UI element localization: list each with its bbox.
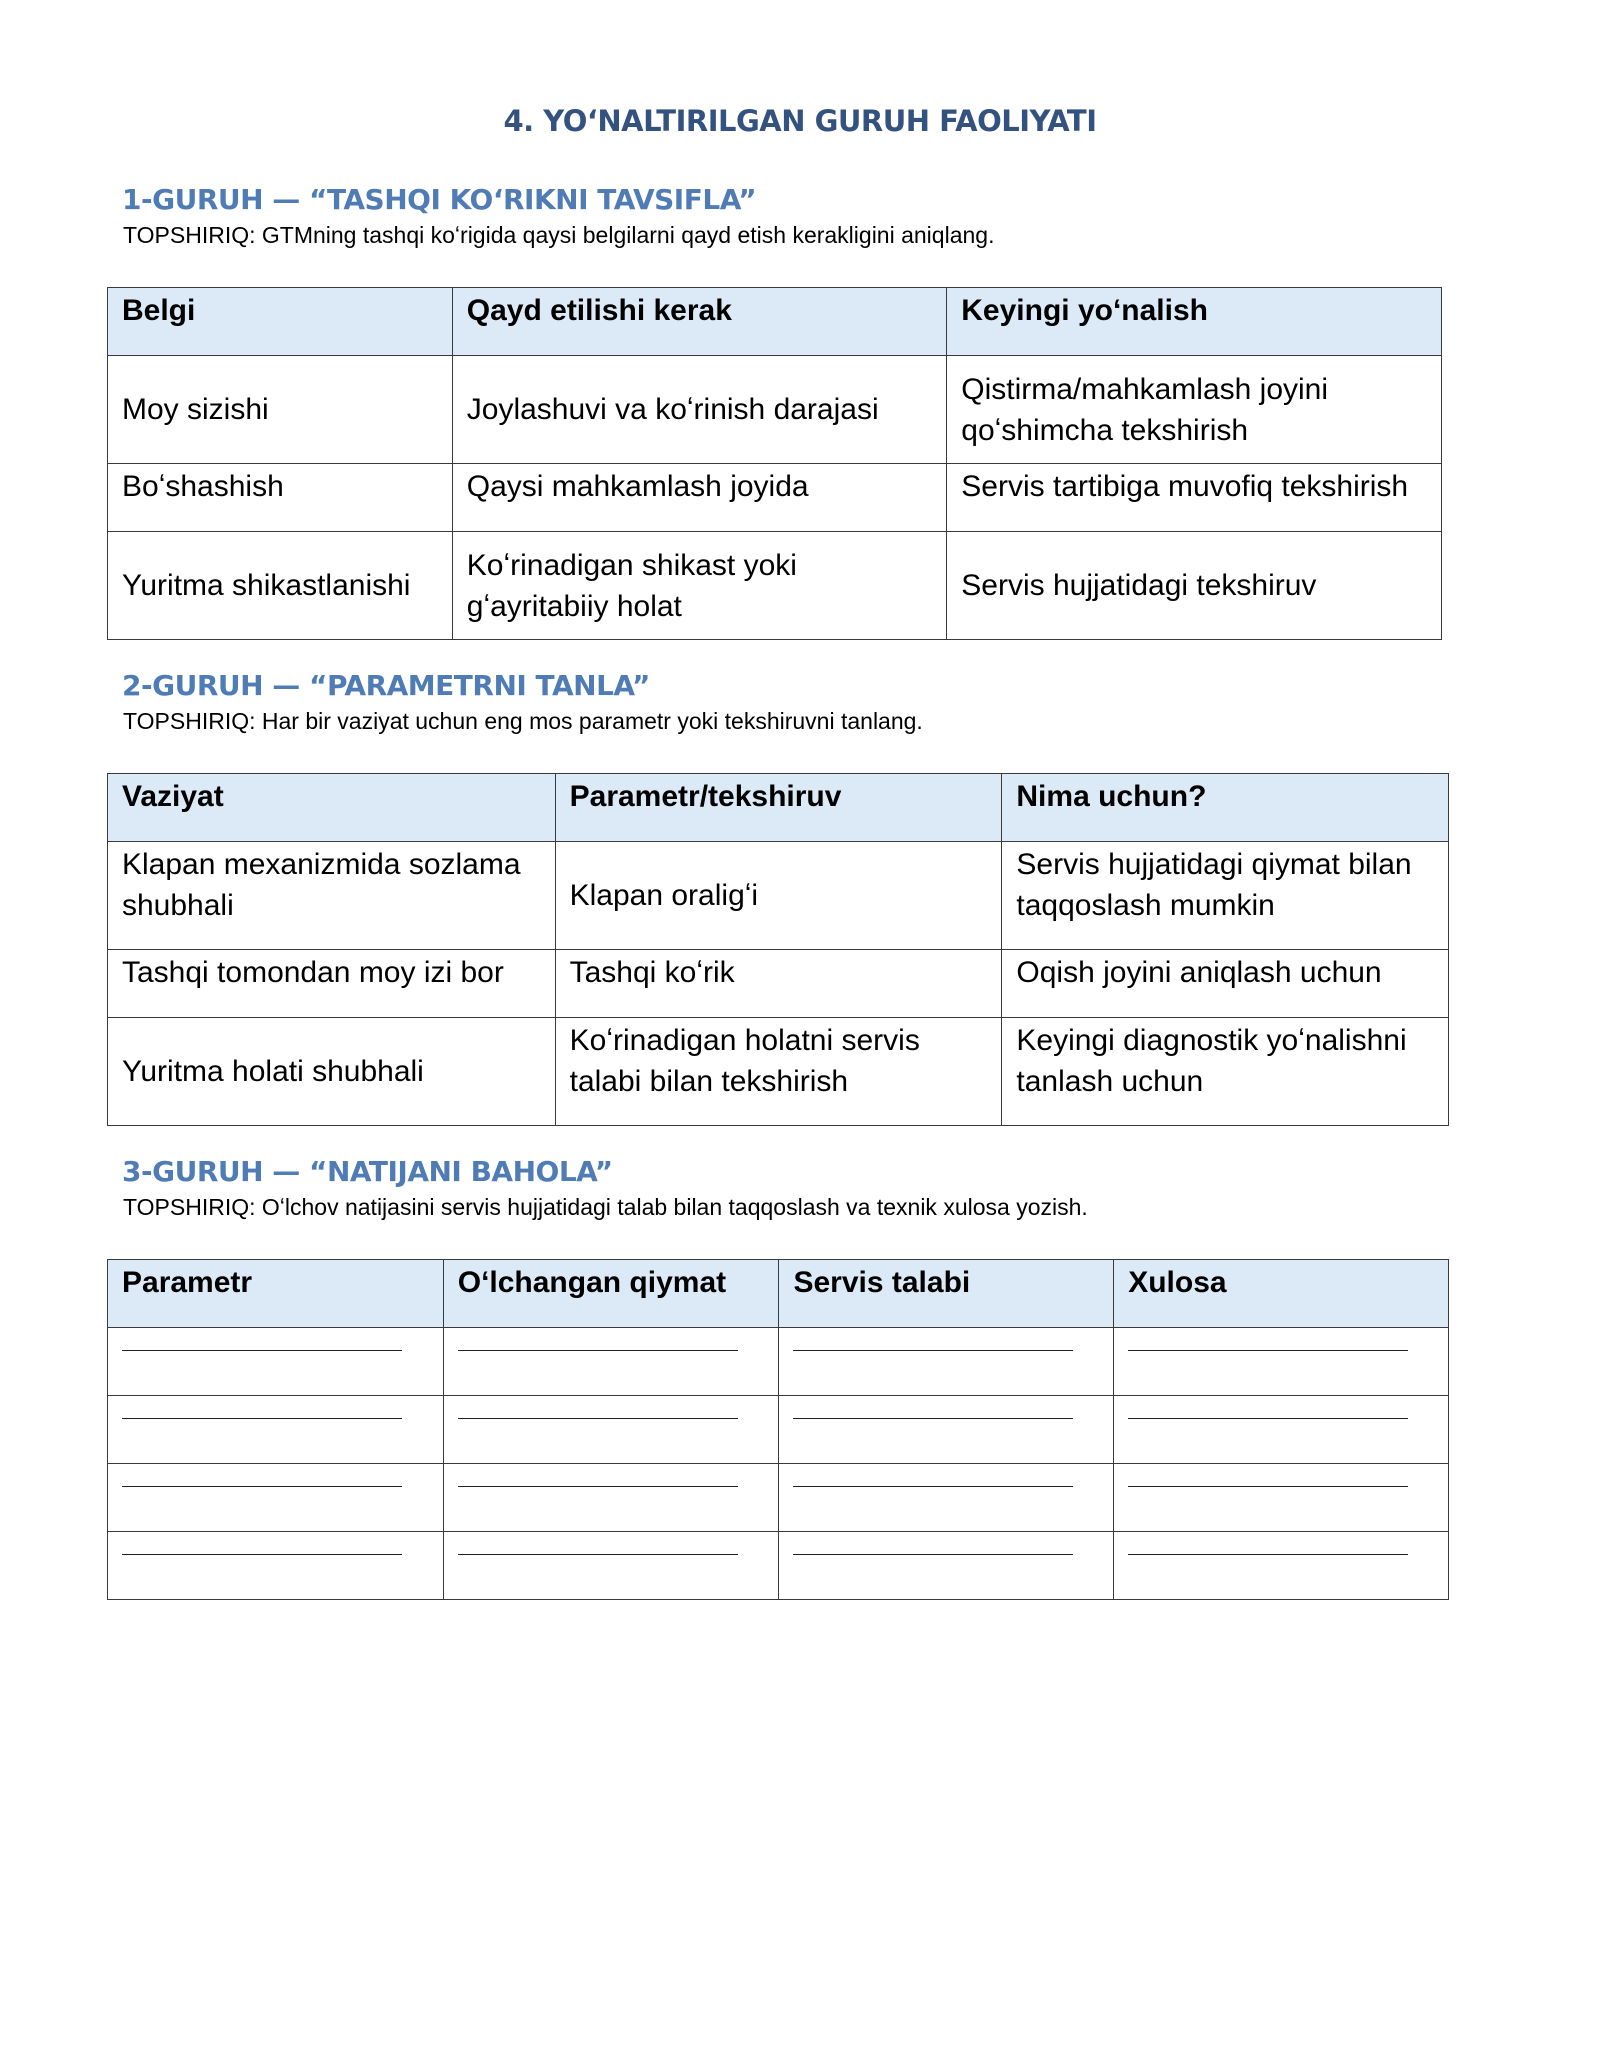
blank-cell[interactable]: [108, 1532, 444, 1600]
table-row: [108, 464, 1442, 532]
table-cell: Yuritma shikastlanishi: [108, 532, 453, 640]
fill-in-line[interactable]: [458, 1418, 738, 1419]
fill-in-line[interactable]: [793, 1554, 1073, 1555]
group-1-title: 1-GURUH — “TASHQI KOʻRIKNI TAVSIFLA”: [122, 183, 757, 216]
table-row: [108, 1396, 1449, 1464]
blank-cell[interactable]: [1114, 1396, 1449, 1464]
blank-cell[interactable]: [1114, 1464, 1449, 1532]
blank-cell[interactable]: [108, 1396, 444, 1464]
table-row: [108, 950, 1449, 1018]
fill-in-line[interactable]: [1128, 1554, 1408, 1555]
table-cell: Servis hujjatidagi qiymat bilan taqqoslash mumkin: [1002, 842, 1449, 950]
group-1-task: [123, 219, 994, 251]
group-2-table: [107, 773, 1449, 1126]
task-text: Oʻlchov natijasini servis hujjatidagi talab bilan taqqoslash va texnik xulosa yozish.: [261, 1194, 1088, 1220]
page-title: 4. YOʻNALTIRILGAN GURUH FAOLIYATI: [503, 104, 1097, 138]
blank-cell[interactable]: [779, 1328, 1114, 1396]
column-header: Xulosa: [1114, 1260, 1449, 1328]
group-3-table: [107, 1259, 1449, 1600]
column-header: Belgi: [108, 288, 453, 356]
table-cell: Koʻrinadigan shikast yoki gʻayritabiiy holat: [452, 532, 947, 640]
blank-cell[interactable]: [443, 1532, 779, 1600]
table-header-row: [108, 288, 1442, 356]
table-row: [108, 356, 1442, 464]
table-cell: Yuritma holati shubhali: [108, 1018, 556, 1126]
table-cell: Qaysi mahkamlash joyida: [452, 464, 947, 532]
table-row: [108, 1328, 1449, 1396]
fill-in-line[interactable]: [1128, 1350, 1408, 1351]
fill-in-line[interactable]: [1128, 1418, 1408, 1419]
table-cell: Oqish joyini aniqlash uchun: [1002, 950, 1449, 1018]
table-row: [108, 532, 1442, 640]
blank-cell[interactable]: [443, 1396, 779, 1464]
table-cell: Keyingi diagnostik yoʻnalishni tanlash uchun: [1002, 1018, 1449, 1126]
column-header: Oʻlchangan qiymat: [443, 1260, 779, 1328]
table-row: [108, 1532, 1449, 1600]
group-3-task: [123, 1191, 1088, 1223]
fill-in-line[interactable]: [122, 1418, 402, 1419]
group-1-header: [108, 181, 994, 251]
column-header: Qayd etilishi kerak: [452, 288, 947, 356]
table-cell: Servis hujjatidagi tekshiruv: [947, 532, 1442, 640]
task-text: GTMning tashqi koʻrigida qaysi belgilarni qayd etish kerakligini aniqlang.: [261, 222, 995, 248]
column-header: Servis talabi: [779, 1260, 1114, 1328]
table-cell: Klapan mexanizmida sozlama shubhali: [108, 842, 556, 950]
column-header: Keyingi yoʻnalish: [947, 288, 1442, 356]
group-2-task: [123, 705, 923, 737]
table-cell: Koʻrinadigan holatni servis talabi bilan tekshirish: [555, 1018, 1002, 1126]
fill-in-line[interactable]: [458, 1486, 738, 1487]
table-cell: Tashqi koʻrik: [555, 950, 1002, 1018]
column-header: Parametr/tekshiruv: [555, 774, 1002, 842]
table-cell: Moy sizishi: [108, 356, 453, 464]
blank-cell[interactable]: [443, 1464, 779, 1532]
task-label: TOPSHIRIQ:: [123, 708, 256, 734]
fill-in-line[interactable]: [122, 1554, 402, 1555]
blank-cell[interactable]: [108, 1328, 444, 1396]
group-2-header: [108, 667, 923, 737]
fill-in-line[interactable]: [122, 1486, 402, 1487]
table-cell: Klapan oraligʻi: [555, 842, 1002, 950]
table-cell: Tashqi tomondan moy izi bor: [108, 950, 556, 1018]
task-label: TOPSHIRIQ:: [123, 1194, 256, 1220]
fill-in-line[interactable]: [793, 1350, 1073, 1351]
blank-cell[interactable]: [1114, 1328, 1449, 1396]
group-1-table: [107, 287, 1442, 640]
table-header-row: [108, 1260, 1449, 1328]
column-header: Vaziyat: [108, 774, 556, 842]
blank-cell[interactable]: [779, 1532, 1114, 1600]
column-header: Parametr: [108, 1260, 444, 1328]
table-cell: Servis tartibiga muvofiq tekshirish: [947, 464, 1442, 532]
table-cell: Qistirma/mahkamlash joyini qoʻshimcha tekshirish: [947, 356, 1442, 464]
task-text: Har bir vaziyat uchun eng mos parametr yoki tekshiruvni tanlang.: [261, 708, 923, 734]
blank-cell[interactable]: [779, 1396, 1114, 1464]
fill-in-line[interactable]: [122, 1350, 402, 1351]
blank-cell[interactable]: [779, 1464, 1114, 1532]
blank-cell[interactable]: [1114, 1532, 1449, 1600]
table-row: [108, 1018, 1449, 1126]
fill-in-line[interactable]: [458, 1554, 738, 1555]
column-header: Nima uchun?: [1002, 774, 1449, 842]
fill-in-line[interactable]: [793, 1418, 1073, 1419]
blank-cell[interactable]: [108, 1464, 444, 1532]
blank-cell[interactable]: [443, 1328, 779, 1396]
group-3-header: [108, 1153, 1088, 1223]
group-2-title: 2-GURUH — “PARAMETRNI TANLA”: [122, 669, 650, 702]
table-cell: Boʻshashish: [108, 464, 453, 532]
table-row: [108, 842, 1449, 950]
table-row: [108, 1464, 1449, 1532]
group-3-title: 3-GURUH — “NATIJANI BAHOLA”: [122, 1155, 613, 1188]
fill-in-line[interactable]: [1128, 1486, 1408, 1487]
table-cell: Joylashuvi va koʻrinish darajasi: [452, 356, 947, 464]
task-label: TOPSHIRIQ:: [123, 222, 256, 248]
fill-in-line[interactable]: [458, 1350, 738, 1351]
fill-in-line[interactable]: [793, 1486, 1073, 1487]
table-header-row: [108, 774, 1449, 842]
